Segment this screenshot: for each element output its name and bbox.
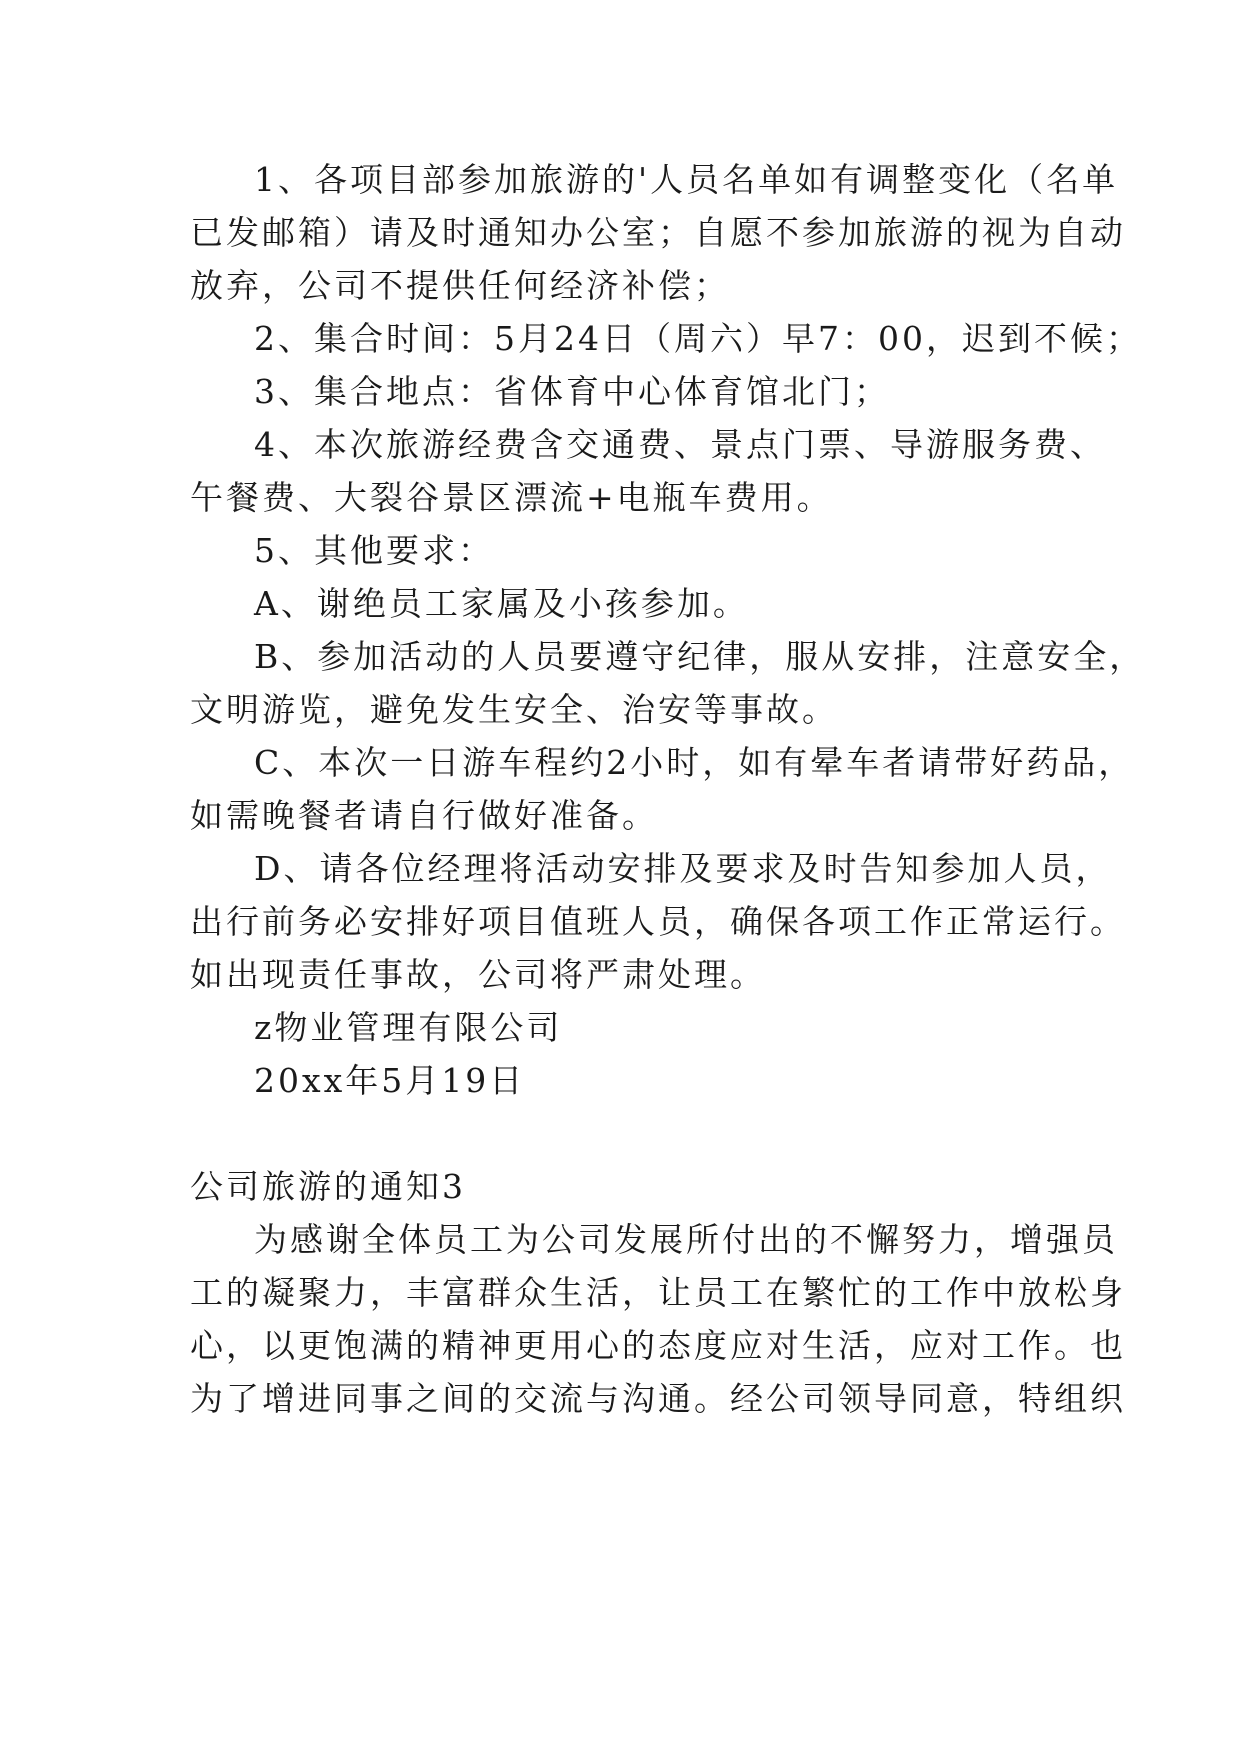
text-line: C、本次一日游车程约2小时，如有晕车者请带好药品，	[254, 743, 1135, 782]
signature-date: 20xx年5月19日	[254, 1061, 526, 1100]
text-line: 工的凝聚力，丰富群众生活，让员工在繁忙的工作中放松身	[190, 1273, 1126, 1312]
text-line: 为了增进同事之间的交流与沟通。经公司领导同意，特组织	[190, 1379, 1126, 1418]
text-line: 如需晚餐者请自行做好准备。	[190, 796, 658, 835]
text-line: 4、本次旅游经费含交通费、景点门票、导游服务费、	[254, 425, 1106, 464]
company-signature: z物业管理有限公司	[254, 1008, 563, 1047]
text-line: 为感谢全体员工为公司发展所付出的不懈努力，增强员	[254, 1220, 1118, 1259]
text-line: D、请各位经理将活动安排及要求及时告知参加人员，	[254, 849, 1112, 888]
text-line: 文明游览，避免发生安全、治安等事故。	[190, 690, 838, 729]
text-line: 5、其他要求：	[254, 531, 494, 570]
text-line: 午餐费、大裂谷景区漂流+电瓶车费用。	[190, 478, 833, 517]
text-line: 2、集合时间：5月24日（周六）早7：00，迟到不候；	[254, 319, 1142, 358]
section-title: 公司旅游的通知3	[190, 1167, 466, 1206]
text-line: 已发邮箱）请及时通知办公室；自愿不参加旅游的视为自动	[190, 213, 1126, 252]
text-line: 心，以更饱满的精神更用心的态度应对生活，应对工作。也	[190, 1326, 1126, 1365]
text-line: 出行前务必安排好项目值班人员，确保各项工作正常运行。	[190, 902, 1126, 941]
text-line: A、谢绝员工家属及小孩参加。	[254, 584, 749, 623]
text-line: 放弃，公司不提供任何经济补偿；	[190, 266, 730, 305]
text-line: 3、集合地点：省体育中心体育馆北门；	[254, 372, 890, 411]
text-line: 如出现责任事故，公司将严肃处理。	[190, 955, 766, 994]
text-line: 1、各项目部参加旅游的'人员名单如有调整变化（名单	[254, 160, 1119, 199]
text-line: B、参加活动的人员要遵守纪律，服从安排，注意安全，	[254, 637, 1146, 676]
